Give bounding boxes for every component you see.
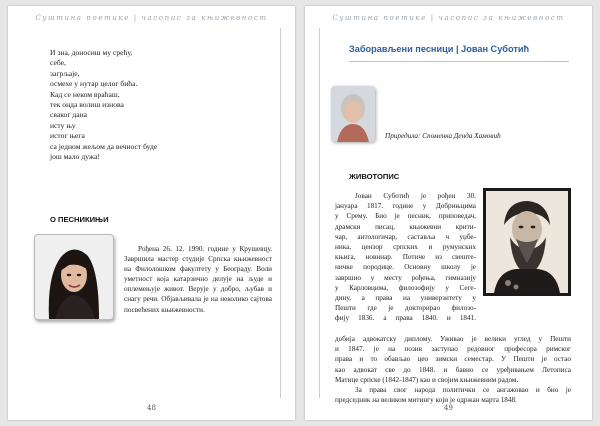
text-line: јануара 1817. године у Добрињцима (335, 202, 476, 211)
text-line: ничке породице. Основну школу је (335, 263, 476, 272)
poem-line: још мало дужа! (50, 152, 101, 162)
text-line: председник на великом митингу који је одржан марта 1848. (335, 396, 517, 405)
right-page (305, 6, 592, 420)
text-line: чар, антологичар, саставља ч уџбе- (335, 232, 476, 241)
text-line: Матице српске (1842-1847) као и својим књижевним радом. (335, 375, 519, 384)
text-line: и 1847. је на позив заступао редовног професора римског (335, 345, 571, 354)
left-page (8, 6, 295, 420)
section-heading-about-poet: О ПЕСНИКИЊИ (50, 215, 109, 224)
frame-line-left (280, 28, 281, 398)
frame-line-right (319, 28, 320, 398)
biography-paragraph: Рођена 26. 12. 1990. године у Крушевцу. Завршила мастер студије Српска књижевност на Филолошком факултету у Београду. Воли уметност која катарзично делује на људе и оплемењује живот. Верује у добро, љубав и снагу речи. Објављивала је на неколико сајтова посвећених књижевности. (124, 245, 272, 314)
running-head-right: Суштина поетике | часопис за књижевност (332, 14, 565, 22)
poem-line: себе, (50, 58, 66, 68)
subotic-portrait-image (486, 191, 568, 293)
author-photo (34, 234, 114, 320)
section-heading-biography: ЖИВОТОПИС (349, 172, 400, 181)
text-line: права и то обављао цео зимски семестар. У Пешти је остао (335, 355, 571, 364)
article-title: Заборављени песници | Јован Суботић (349, 44, 530, 54)
title-divider (349, 61, 569, 62)
text-line: Јован Суботић је рођен 30. (355, 192, 476, 200)
subotic-portrait (483, 188, 571, 296)
poem-line: загрљаје, (50, 68, 80, 78)
poem-line: И зна, доносиш му срећу, (50, 48, 133, 57)
poem-line: осмехе у нутар целог бића. (50, 79, 138, 89)
text-line: добија адвокатску диплому. Уживао је велики углед у Пешти (335, 335, 571, 343)
poem-line: са једном жељом да вечност буде (50, 141, 158, 151)
page-number-right: 49 (444, 404, 453, 412)
text-line: Пешти где је докторирао филозо- (335, 304, 476, 313)
poem-line: Кад се неком враћаш, (50, 89, 120, 99)
text-line: За права свог народа политички се ангажовао и био је (355, 386, 571, 395)
page-number-left: 48 (147, 404, 156, 412)
text-line: завршио у месту рођења, гимназију (335, 273, 476, 282)
poem-line: сваког дана (50, 110, 88, 120)
biography-wrap-text (335, 191, 476, 324)
text-line: као адвокат све до 1848. и бавио се уређивањем Летописа (335, 365, 571, 374)
poet-biography (124, 244, 272, 315)
text-line: у Срему. Био је песник, приповедач, (335, 212, 476, 221)
editor-credit: Приредила: Споменка Денда Хамовић (385, 132, 501, 140)
poem-line: истог њега (50, 131, 85, 141)
text-line: у Карловцима, филозофију у Сеге- (335, 283, 476, 292)
editor-portrait-image (331, 86, 375, 142)
text-line: дину, а права на универзитету у (335, 294, 476, 303)
text-line: ника, цензор српских и румунских (335, 243, 476, 252)
text-line: драмски писац, књижевни крити- (335, 222, 476, 231)
editor-photo (331, 86, 375, 142)
biography-full-text (335, 334, 571, 405)
author-portrait-image (35, 235, 113, 319)
text-line: књига, новинар. Потиче из свеште- (335, 253, 476, 262)
text-line: фију 1836. а права 1840. и 1841. (335, 314, 476, 323)
running-head-left: Суштина поетике | часопис за књижевност (35, 14, 268, 22)
poem-text (50, 48, 250, 162)
poem-line: исту њу (50, 120, 76, 130)
poem-line: тек онда волиш изнова (50, 100, 124, 110)
